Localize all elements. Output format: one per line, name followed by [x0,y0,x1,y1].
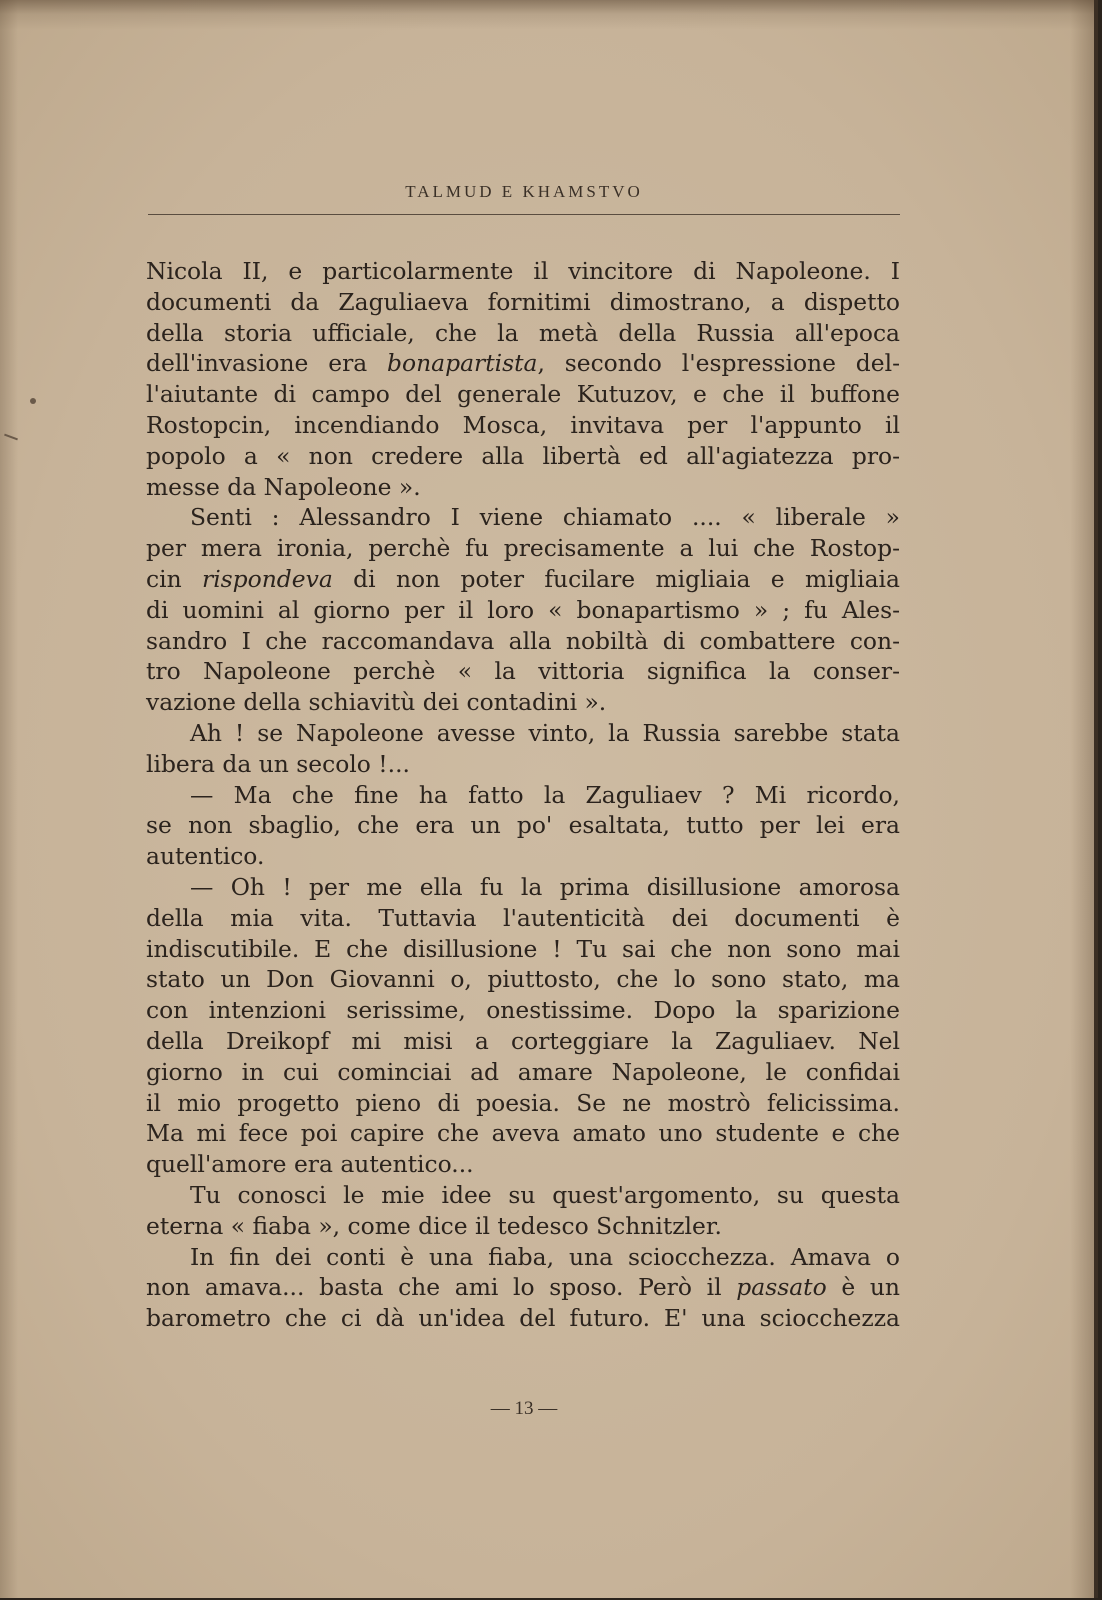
text-line: In fin dei conti è una fiaba, una sciocchezza. Amava o [190,1242,900,1271]
text-line: Ma mi fece poi capire che aveva amato uno studente e che [146,1119,900,1148]
text-line: eterna « fiaba », come dice il tedesco Schnitzler. [146,1211,722,1240]
text-line: popolo a « non credere alla libertà ed all'agiatezza pro- [146,441,900,470]
text-line: Ah ! se Napoleone avesse vinto, la Russia sarebbe stata [190,718,900,747]
text-line: sandro I che raccomandava alla nobiltà di combattere con- [146,626,900,655]
text-line: non amava... basta che ami lo sposo. Però il passato è un [146,1273,900,1302]
text-line: l'aiutante di campo del generale Kutuzov, e che il buffone [146,380,900,409]
text-line: di uomini al giorno per il loro « bonapartismo » ; fu Ales- [146,595,900,624]
text-line: se non sbaglio, che era un po' esaltata, tutto per lei era [146,811,900,840]
text-line: autentico. [146,842,265,871]
text-line: barometro che ci dà un'idea del futuro. E' una sciocchezza [146,1304,900,1333]
text-line: vazione della schiavitù dei contadini ». [146,688,607,717]
page-number: — 13 — [490,1398,558,1419]
text-line: Senti : Alessandro I viene chiamato .... « liberale » [190,503,900,532]
text-line: messe da Napoleone ». [146,472,421,501]
text-line: per mera ironia, perchè fu precisamente a lui che Rostop- [146,534,900,563]
text-line: cin rispondeva di non poter fucilare migliaia e migliaia [146,564,900,593]
text-line: della storia ufficiale, che la metà della Russia all'epoca [146,318,900,347]
text-line: della Dreikopf mi misi a corteggiare la Zaguliaev. Nel [146,1026,900,1055]
text-line: documenti da Zaguliaeva fornitimi dimostrano, a dispetto [146,287,900,316]
text-line: Tu conosci le mie idee su quest'argomento, su questa [190,1180,900,1209]
text-line: Nicola II, e particolarmente il vincitore di Napoleone. I [146,257,900,285]
text-line: indiscutibile. E che disillusione ! Tu sai che non sono mai [146,934,900,963]
text-line: con intenzioni serissime, onestissime. Dopo la sparizione [146,996,900,1025]
text-line: dell'invasione era bonapartista, secondo l'espressione del- [146,349,900,378]
body-text [146,256,900,1334]
text-line: — Ma che fine ha fatto la Zaguliaev ? Mi ricordo, [190,780,900,809]
margin-tick [4,434,18,441]
text-line: quell'amore era autentico... [146,1150,474,1179]
text-line: tro Napoleone perchè « la vittoria significa la conser- [146,657,900,686]
header-rule [148,214,900,215]
text-line: Rostopcin, incendiando Mosca, invitava per l'appunto il [146,410,900,439]
text-line: libera da un secolo !... [146,749,410,778]
text-line: della mia vita. Tuttavia l'autenticità dei documenti è [146,903,900,932]
text-line: giorno in cui cominciai ad amare Napoleone, le confidai [146,1057,900,1086]
margin-mark [30,398,36,404]
text-line: il mio progetto pieno di poesia. Se ne mostrò felicissima. [146,1088,900,1117]
running-head: TALMUD E KHAMSTVO [405,182,643,201]
text-line: stato un Don Giovanni o, piuttosto, che lo sono stato, ma [146,965,900,994]
text-line: — Oh ! per me ella fu la prima disillusione amorosa [190,872,900,901]
